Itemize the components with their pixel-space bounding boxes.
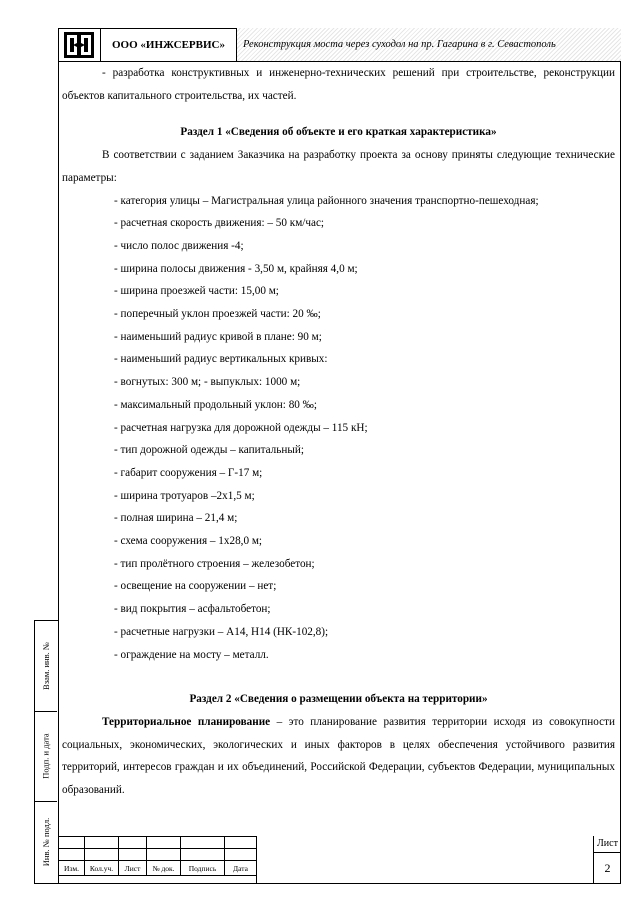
parameter-item: - расчетные нагрузки – А14, Н14 (НК-102,8); [114, 625, 329, 638]
parameter-item: - расчетная скорость движения: – 50 км/час; [114, 217, 325, 230]
parameter-item: - вогнутых: 300 м; - выпуклых: 1000 м; [114, 376, 301, 389]
parameter-item: - ширина полосы движения - 3,50 м, крайняя 4,0 м; [114, 262, 358, 275]
stamp-designation [256, 836, 594, 884]
parameter-item: - тип дорожной одежды – капитальный; [114, 444, 304, 457]
parameter-item: - ширина проезжей части: 15,00 м; [114, 285, 279, 298]
project-title: Реконструкция моста через суходол на пр. Гагарина в г. Севастополь [237, 28, 621, 61]
sheet-number: 2 [604, 861, 611, 875]
strip-podp [35, 711, 57, 802]
parameter-item: - расчетная нагрузка для дорожной одежды – 115 кН; [114, 421, 368, 434]
parameter-item: - категория улицы – Магистральная улица районного значения транспортно-пешеходная; [114, 194, 539, 207]
section1-heading: Раздел 1 «Сведения об объекте и его краткая характеристика» [180, 126, 497, 139]
sheet-label: Лист [594, 836, 621, 853]
parameter-item: - число полос движения -4; [114, 239, 244, 252]
parameters-list [62, 190, 615, 667]
stamp-column-label: Подпись [181, 861, 225, 876]
strip-inv [35, 801, 57, 883]
stamp-column-label: № док. [147, 861, 181, 876]
parameter-item: - ширина тротуаров –2х1,5 м; [114, 489, 255, 502]
stamp-column-label: Дата [225, 861, 257, 876]
parameter-item: - схема сооружения – 1х28,0 м; [114, 535, 263, 548]
parameter-item: - наименьший радиус кривой в плане: 90 м; [114, 330, 322, 343]
section2-term: Территориальное планирование [102, 715, 271, 728]
company-name: ООО «ИНЖСЕРВИС» [101, 28, 237, 61]
approval-strip [34, 620, 58, 884]
stamp-column-label: Изм. [59, 861, 85, 876]
strip-inv-label: Инв. № подл. [41, 817, 51, 867]
parameter-item: - поперечный уклон проезжей части: 20 ‰; [114, 308, 321, 321]
title-block-header [58, 28, 621, 62]
strip-vzam [35, 621, 57, 712]
strip-podp-label: Подп. и дата [41, 733, 52, 779]
section2-paragraph [62, 711, 615, 802]
section1-intro: В соответствии с заданием Заказчика на разработку проекта за основу приняты следующие технические параметры: [62, 149, 615, 184]
parameter-item: - максимальный продольный уклон: 80 ‰; [114, 398, 317, 411]
stamp-column-label: Лист [119, 861, 147, 876]
parameter-item: - полная ширина – 21,4 м; [114, 512, 238, 525]
parameter-item: - ограждение на мосту – металл. [114, 648, 269, 661]
parameter-item: - вид покрытия – асфальтобетон; [114, 603, 271, 616]
strip-vzam-label: Взам. инв. № [41, 642, 51, 690]
parameter-item: - освещение на сооружении – нет; [114, 580, 277, 593]
stamp-column-label: Кол.уч. [85, 861, 119, 876]
intro-paragraph: - разработка конструктивных и инженерно-технических решений при строительстве, реконструкции объектов капитального строительства, их частей. [62, 67, 615, 102]
section2-text: – это планирование развития территории исходя из совокупности социальных, экономических, экологических и иных факторов в целях обеспечения устойчивого развития территорий, интересов граждан и их объединений, Российской Федерации, субъектов Федерации, муниципальных образований. [62, 715, 615, 797]
parameter-item: - габарит сооружения – Г-17 м; [114, 466, 263, 479]
title-block-stamp [58, 836, 621, 884]
company-logo-icon [58, 28, 101, 61]
parameter-item: - тип пролётного строения – железобетон; [114, 557, 315, 570]
section2-heading: Раздел 2 «Сведения о размещении объекта на территории» [189, 693, 488, 706]
document-body [62, 62, 615, 802]
parameter-item: - наименьший радиус вертикальных кривых: [114, 353, 328, 366]
revision-table [58, 836, 257, 876]
